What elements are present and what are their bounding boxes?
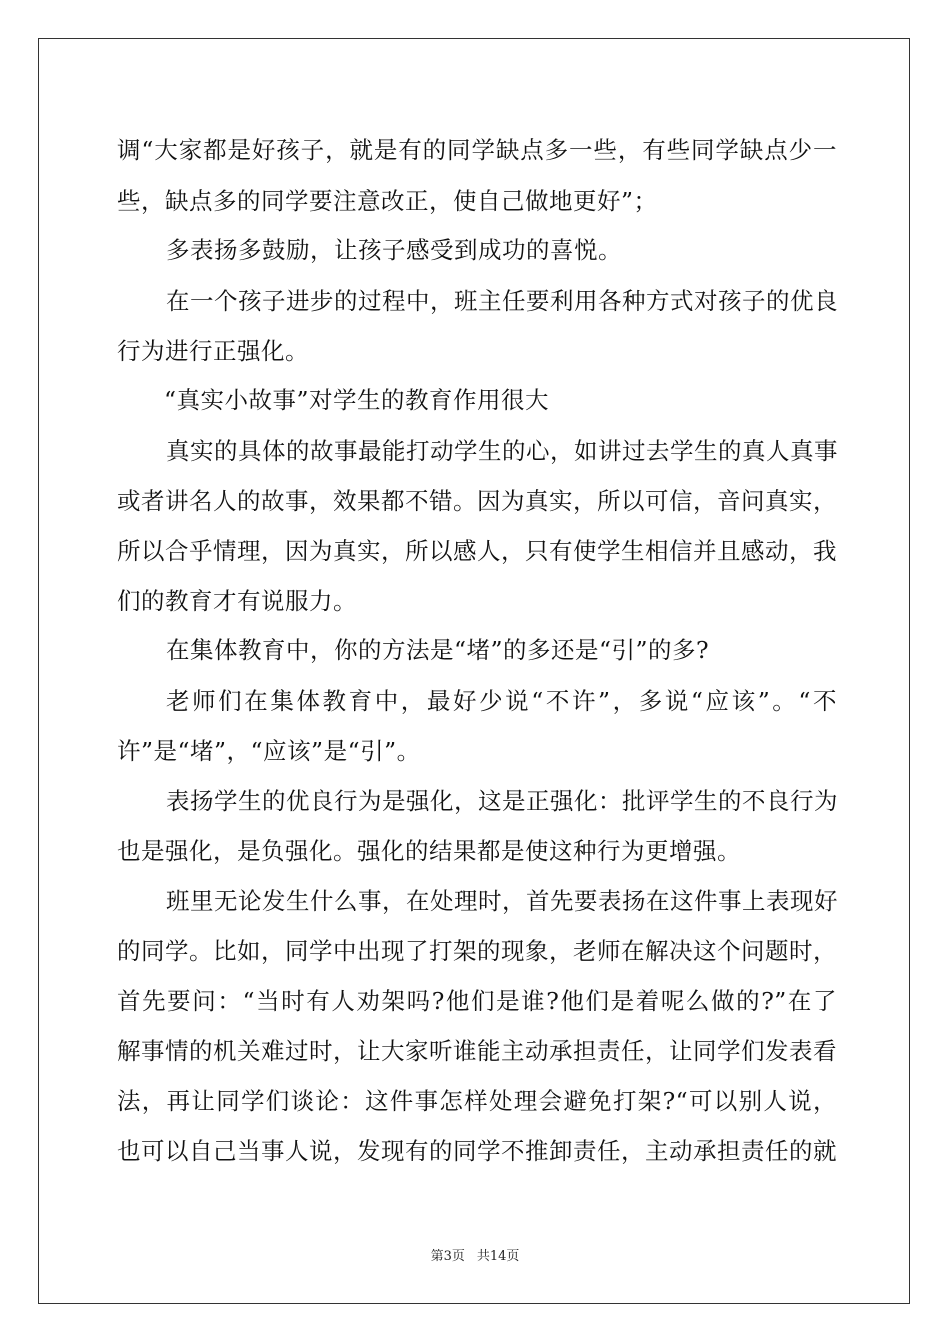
paragraph-first-line: 班里无论发生什么事，在处理时，首先要表扬在这件事上表现好 xyxy=(166,887,838,915)
page-total: 共14页 xyxy=(476,1249,520,1264)
text-line: 首先要问：“当时有人劝架吗?他们是谁?他们是着呢么做的?”在了 xyxy=(117,987,837,1015)
text-line: 也是强化，是负强化。强化的结果都是使这种行为更增强。 xyxy=(117,837,741,865)
section-heading: “真实小故事”对学生的教育作用很大 xyxy=(164,386,550,414)
text-line: 或者讲名人的故事，效果都不错。因为真实，所以可信，音问真实， xyxy=(117,487,837,515)
page-number: 第3页 xyxy=(430,1249,465,1264)
paragraph-first-line: 真实的具体的故事最能打动学生的心，如讲过去学生的真人真事 xyxy=(166,437,838,465)
paragraph-first-line: 多表扬多鼓励，让孩子感受到成功的喜悦。 xyxy=(166,236,622,264)
text-line: 们的教育才有说服力。 xyxy=(117,587,357,615)
paragraph-first-line: 在一个孩子进步的过程中，班主任要利用各种方式对孩子的优良 xyxy=(166,287,838,315)
page-footer xyxy=(0,1248,950,1266)
text-line: 行为进行正强化。 xyxy=(117,337,309,365)
text-line: 解事情的机关难过时，让大家听谁能主动承担责任，让同学们发表看 xyxy=(117,1037,837,1065)
text-line: 所以合乎情理，因为真实，所以感人，只有使学生相信并且感动，我 xyxy=(117,537,837,565)
text-line: 法，再让同学们谈论：这件事怎样处理会避免打架?“可以别人说， xyxy=(117,1087,837,1115)
section-heading: 在集体教育中，你的方法是“堵”的多还是“引”的多? xyxy=(166,636,710,664)
text-line: 也可以自己当事人说，发现有的同学不推卸责任，主动承担责任的就 xyxy=(117,1137,837,1165)
paragraph-first-line: 表扬学生的优良行为是强化，这是正强化：批评学生的不良行为 xyxy=(166,787,838,815)
text-line: 的同学。比如，同学中出现了打架的现象，老师在解决这个问题时， xyxy=(117,937,837,965)
text-line: 些，缺点多的同学要注意改正，使自己做地更好”； xyxy=(117,187,658,215)
paragraph-first-line: 老师们在集体教育中，最好少说“不许”，多说“应该”。“不 xyxy=(166,687,837,715)
text-line: 调“大家都是好孩子，就是有的同学缺点多一些，有些同学缺点少一 xyxy=(117,136,837,164)
text-line: 许”是“堵”，“应该”是“引”。 xyxy=(117,737,421,765)
